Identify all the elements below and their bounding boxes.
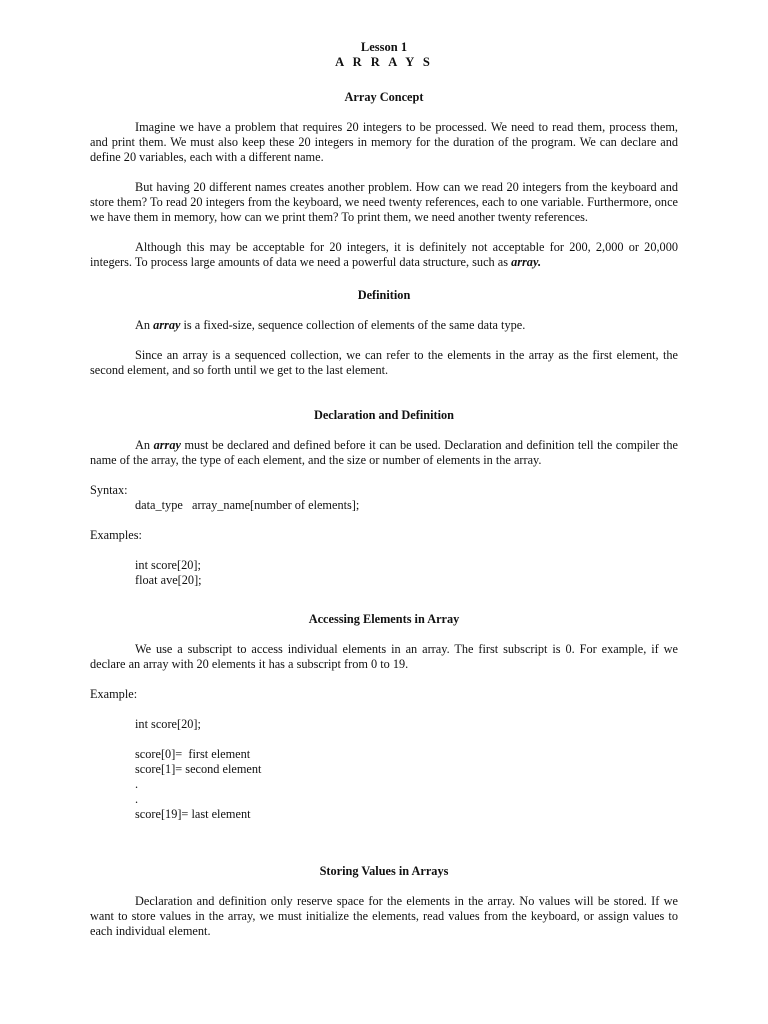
syntax-label: Syntax: (90, 483, 128, 497)
element-line: . (135, 792, 139, 806)
paragraph-definition-1 (90, 318, 678, 333)
example-line: int score[20]; (135, 558, 201, 572)
heading-array-concept: Array Concept (344, 90, 424, 104)
document-title: A R R A Y S (335, 55, 433, 69)
definition-suffix: is a fixed-size, sequence collection of elements of the same data type. (180, 318, 526, 332)
paragraph-definition-2: Since an array is a sequenced collection, we can refer to the elements in the array as the first element, the second element, and so forth until we get to the last element. (90, 348, 678, 377)
syntax-line: data_type array_name[number of elements]; (135, 498, 360, 512)
heading-storing: Storing Values in Arrays (319, 864, 449, 878)
paragraph-storing-1: Declaration and definition only reserve space for the elements in the array. No values will be stored. If we want to store values in the array, we must initialize the elements, read values from the keyboard, or assign values to each individual element. (90, 894, 678, 938)
term-array: array (153, 438, 181, 452)
element-line: score[0]= first element (135, 747, 251, 761)
example-decl-line: int score[20]; (135, 717, 201, 731)
heading-accessing: Accessing Elements in Array (308, 612, 460, 626)
element-line: score[1]= second element (135, 762, 262, 776)
paragraph-accessing-1: We use a subscript to access individual elements in an array. The first subscript is 0. For example, if we declare an array with 20 elements it has a subscript from 0 to 19. (90, 642, 678, 671)
example-label: Example: (90, 687, 138, 701)
paragraph-concept-2: But having 20 different names creates another problem. How can we read 20 integers from the keyboard and store them? To read 20 integers from the keyboard, we need twenty references, each to one variable. Furthermore, once we have them in memory, how can we print them? To print them, we need another twenty references. (90, 180, 678, 224)
term-array: array (153, 318, 181, 332)
definition-prefix: An (135, 318, 154, 332)
lesson-number: Lesson 1 (360, 40, 408, 54)
example-line: float ave[20]; (135, 573, 202, 587)
document-page (90, 40, 678, 939)
paragraph-declaration-1 (90, 438, 678, 468)
examples-label: Examples: (90, 528, 142, 542)
declaration-prefix: An (135, 438, 154, 452)
element-line: . (135, 777, 139, 791)
term-array: array. (511, 255, 542, 269)
paragraph-concept-1: Imagine we have a problem that requires 20 integers to be processed. We need to read them, process them, and print them. We must also keep these 20 integers in memory for the duration of the program. We can declare and define 20 variables, each with a different name. (90, 120, 678, 164)
declaration-suffix: must be declared and defined before it can be used. Declaration and definition tell the compiler the name of the array, the type of each element, and the size or number of elements in the array. (90, 438, 679, 467)
heading-definition: Definition (357, 288, 411, 302)
paragraph-concept-3-text: Although this may be acceptable for 20 integers, it is definitely not acceptable for 200, 2,000 or 20,000 integers. To process large amounts of data we need a powerful data structure, such as (90, 240, 678, 269)
heading-declaration: Declaration and Definition (313, 408, 455, 422)
element-line: score[19]= last element (135, 807, 251, 821)
paragraph-concept-3 (90, 240, 678, 270)
